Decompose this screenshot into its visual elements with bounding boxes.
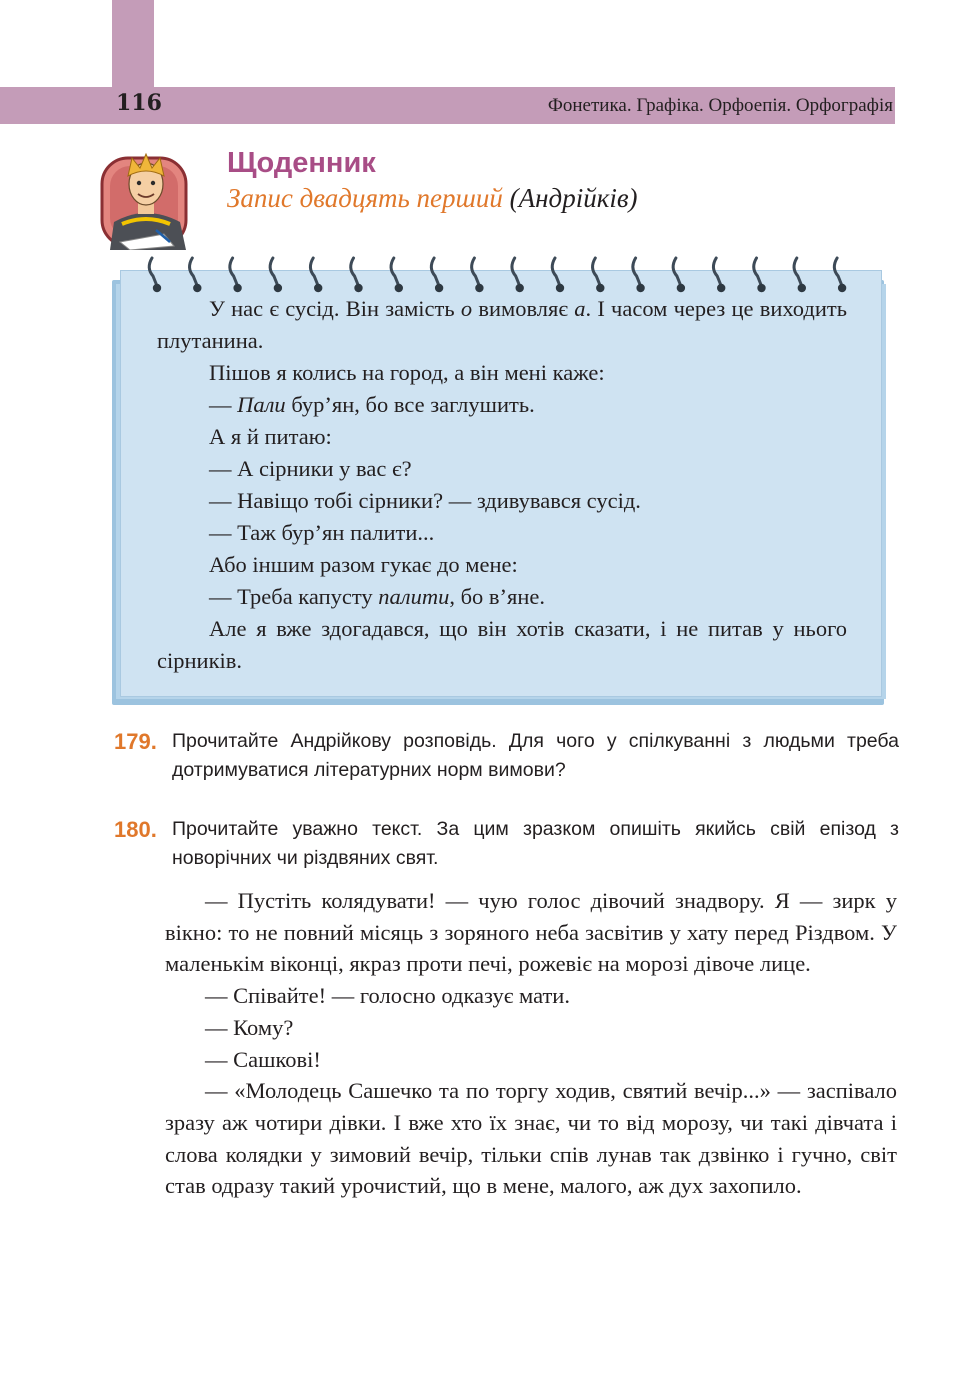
diary-title: Щоденник: [227, 147, 376, 179]
task-text: Прочитайте уважно текст. За цим зразком опишіть якийсь свій епізод з новорічних чи різдвяних свят.: [172, 818, 899, 869]
story-paragraph-1: — Пустіть колядувати! — чую голос дівочий знадвору. Я — зирк у вікно: то не повний місяць з зоряного неба засвітив у хату перед Різдвом. У маленькім віконці, якраз проти печі, рожевіє на морозі дівоче лице.: [165, 888, 897, 977]
diary-text: [157, 293, 847, 677]
spiral-ring: [149, 258, 161, 292]
spiral-ring: [351, 258, 363, 292]
spiral-binding: [140, 252, 860, 298]
diary-paragraph-2: Пішов я колись на город, а він мені каже:: [209, 360, 605, 385]
spiral-ring: [713, 258, 725, 292]
diary-subtitle: [227, 183, 638, 214]
diary-paragraph-7: — Таж бур’ян палити...: [209, 520, 435, 545]
story-paragraph-2: — Співайте! — голосно одказує мати.: [205, 983, 570, 1009]
header-tab-decoration: [112, 0, 154, 90]
spiral-ring: [230, 258, 242, 292]
spiral-ring: [512, 258, 524, 292]
task-180: [114, 815, 899, 873]
story-paragraph-3: — Кому?: [205, 1014, 294, 1040]
spiral-ring: [552, 258, 564, 292]
running-head: Фонетика. Графіка. Орфоепія. Орфографія: [547, 95, 893, 116]
spiral-ring: [431, 258, 443, 292]
spiral-ring: [310, 258, 322, 292]
diary-paragraph-4: А я й питаю:: [209, 424, 332, 449]
spiral-ring: [834, 258, 846, 292]
spiral-ring: [754, 258, 766, 292]
page-number: 116: [116, 90, 162, 116]
diary-paragraph-8: Або іншим разом гукає до мене:: [209, 552, 518, 577]
spiral-ring: [391, 258, 403, 292]
task-number: 180.: [114, 817, 157, 842]
spiral-ring: [270, 258, 282, 292]
diary-paragraph-6: — Навіщо тобі сірники? — здивувався сусід.: [209, 488, 641, 513]
spiral-ring: [472, 258, 484, 292]
entry-author: (Андрійків): [509, 183, 638, 213]
spiral-ring: [190, 258, 202, 292]
boy-writing-icon: [100, 138, 192, 250]
spiral-ring: [794, 258, 806, 292]
task-text: Прочитайте Андрійкову розповідь. Для чого у спілкуванні з людьми треба дотримуватися літературних норм вимови?: [172, 730, 899, 781]
diary-paragraph-1: У нас є сусід. Він замість о вимовляє а. І часом через це виходить плутанина.: [157, 296, 847, 353]
story-paragraph-5: — «Молодець Сашечко та по торгу ходив, святий вечір...» — заспівало зразу аж чотири дівки. І вже хто їх знає, чи то від морозу, чи такі дівчата і слова колядки у зимовий вечір, тільки спів лунав так дзвінко і гучно, світ став одразу такий урочистий, що в мене, малого, аж дух захопило.: [165, 1078, 897, 1199]
spiral-ring: [673, 258, 685, 292]
story-text: [165, 885, 897, 1202]
entry-label: Запис двадцять перший: [227, 183, 503, 213]
spiral-ring: [593, 258, 605, 292]
diary-paragraph-3: — Пали бур’ян, бо все заглушить.: [209, 392, 535, 417]
diary-paragraph-5: — А сірники у вас є?: [209, 456, 412, 481]
diary-paragraph-9: — Треба капусту палити, бо в’яне.: [209, 584, 546, 609]
story-paragraph-4: — Сашкові!: [205, 1046, 321, 1072]
task-179: [114, 727, 899, 785]
diary-paragraph-10: Але я вже здогадався, що він хотів сказати, і не питав у нього сірників.: [157, 616, 847, 673]
task-number: 179.: [114, 729, 157, 754]
spiral-ring: [633, 258, 645, 292]
